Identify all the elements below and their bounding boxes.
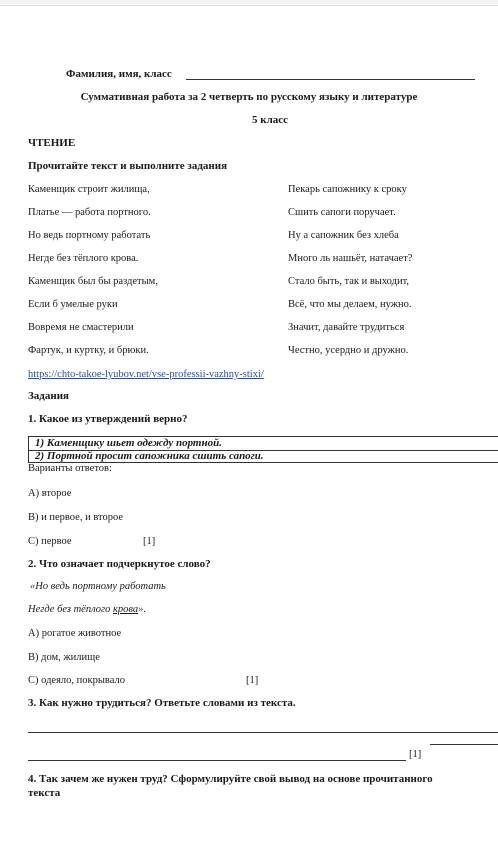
q2-option-a: А) рогатое животное — [28, 628, 122, 639]
q2-option-c: С) одеяло, покрывало — [28, 675, 125, 686]
underlined-word: крова — [113, 604, 139, 615]
poem-left-line: Но ведь портному работать — [28, 230, 151, 241]
poem-left-line: Негде без тёплого крова. — [28, 253, 139, 264]
reading-instruction: Прочитайте текст и выполните задания — [28, 160, 228, 172]
poem-left-line: Фартук, и куртку, и брюки. — [28, 345, 149, 356]
question-4: 4. Так зачем же нужен труд? Сформулируйте свой вывод на основе прочитанного — [28, 773, 433, 785]
statement-2: 2) Портной просит сапожника сшить сапоги. — [35, 450, 264, 462]
q2-points: [1] — [246, 675, 259, 686]
statement-1: 1) Каменщику шьет одежду портной. — [35, 437, 222, 449]
q3-points: [1] — [409, 749, 422, 760]
poem-right-line: Всё, что мы делаем, нужно. — [288, 299, 412, 310]
q2-quote-end: ». — [138, 604, 147, 615]
name-class-line — [66, 68, 172, 80]
question-4-continued: текста — [28, 787, 61, 799]
poem-right-line: Ну а сапожник без хлеба — [288, 230, 399, 241]
q2-option-b: В) дом, жилище — [28, 652, 100, 663]
q1-points: [1] — [143, 536, 156, 547]
poem-left-line: Каменщик строит жилища, — [28, 184, 150, 195]
q1-option-b: В) и первое, и второе — [28, 512, 124, 523]
poem-right-line: Пекарь сапожнику к сроку — [288, 184, 407, 195]
poem-right-line: Стало быть, так и выходит, — [288, 276, 410, 287]
q2-quote-line-1: «Но ведь портному работать — [30, 581, 166, 592]
poem-left-line: Каменщик был бы раздетым, — [28, 276, 158, 287]
question-1: 1. Какое из утверждений верно? — [28, 413, 188, 425]
poem-right-line: Значит, давайте трудиться — [288, 322, 405, 333]
poem-right-line: Много ль нашьёт, натачает? — [288, 253, 413, 264]
q1-option-c: С) первое — [28, 536, 72, 547]
poem-left-line: Вовремя не смастерили — [28, 322, 134, 333]
question-3: 3. Как нужно трудиться? Ответьте словами из текста. — [28, 697, 296, 709]
poem-left-line: Если б умелые руки — [28, 299, 118, 310]
q3-answer-line-2 — [28, 760, 406, 761]
q1-option-a: А) второе — [28, 488, 72, 499]
name-class-label: Фамилия, имя, класс — [66, 68, 172, 80]
name-answer-line — [186, 79, 475, 80]
tasks-heading: Задания — [28, 390, 69, 402]
window-top-strip — [0, 0, 498, 6]
options-label: Варианты ответов: — [28, 463, 112, 474]
grade-label: 5 класс — [251, 114, 289, 126]
poem-right-line: Честно, усердно и дружно. — [288, 345, 409, 356]
q2-quote-line-2 — [28, 604, 146, 615]
question-2: 2. Что означает подчеркнутое слово? — [28, 558, 211, 570]
reading-heading: ЧТЕНИЕ — [28, 137, 76, 149]
source-link[interactable]: https://chto-takoe-lyubov.net/vse-professii-vazhny-stixi/ — [28, 369, 264, 380]
q3-answer-line-3 — [430, 744, 498, 745]
statements-box — [28, 436, 498, 463]
q3-answer-line-1 — [28, 732, 498, 733]
poem-right-line: Сшить сапоги поручает. — [288, 207, 396, 218]
poem-left-line: Платье — работа портного. — [28, 207, 151, 218]
q2-quote-text: Негде без тёплого — [28, 604, 114, 615]
page-title: Суммативная работа за 2 четверть по русскому языку и литературе — [80, 91, 418, 103]
